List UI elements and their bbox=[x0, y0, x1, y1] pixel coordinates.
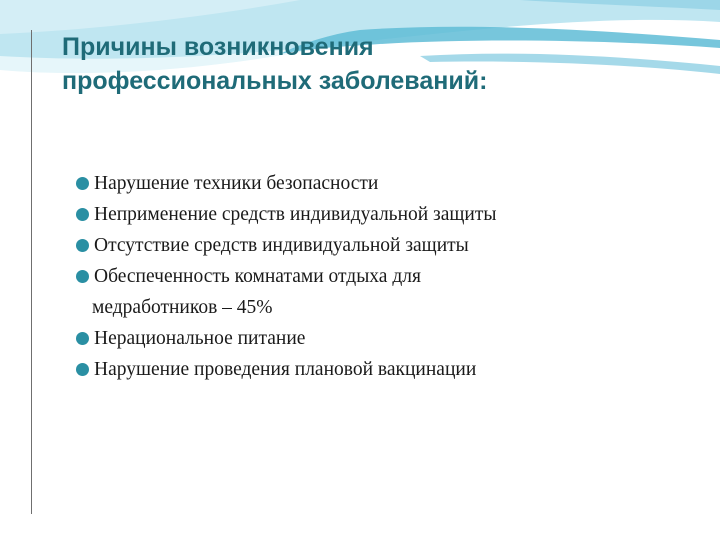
list-item: Обеспеченность комнатами отдыха для bbox=[76, 261, 696, 292]
slide-title bbox=[62, 30, 682, 98]
list-item-continuation: медработников – 45% bbox=[92, 297, 273, 318]
list-item: Неприменение средств индивидуальной защиты bbox=[76, 199, 696, 230]
bullet-dot-icon bbox=[76, 363, 89, 376]
list-item: Нарушение техники безопасности bbox=[76, 168, 696, 199]
title-line-2: профессиональных заболеваний: bbox=[62, 67, 488, 95]
left-border-line bbox=[31, 30, 32, 514]
bullet-dot-icon bbox=[76, 239, 89, 252]
title-line-1: Причины возникновения bbox=[62, 33, 374, 61]
list-item: Нерациональное питание bbox=[76, 323, 696, 354]
bullet-dot-icon bbox=[76, 332, 89, 345]
bullet-dot-icon bbox=[76, 177, 89, 190]
list-item: Нарушение проведения плановой вакцинации bbox=[76, 354, 696, 385]
bullet-dot-icon bbox=[76, 208, 89, 221]
bullet-list bbox=[76, 168, 696, 385]
list-item: Отсутствие средств индивидуальной защиты bbox=[76, 230, 696, 261]
bullet-dot-icon bbox=[76, 270, 89, 283]
